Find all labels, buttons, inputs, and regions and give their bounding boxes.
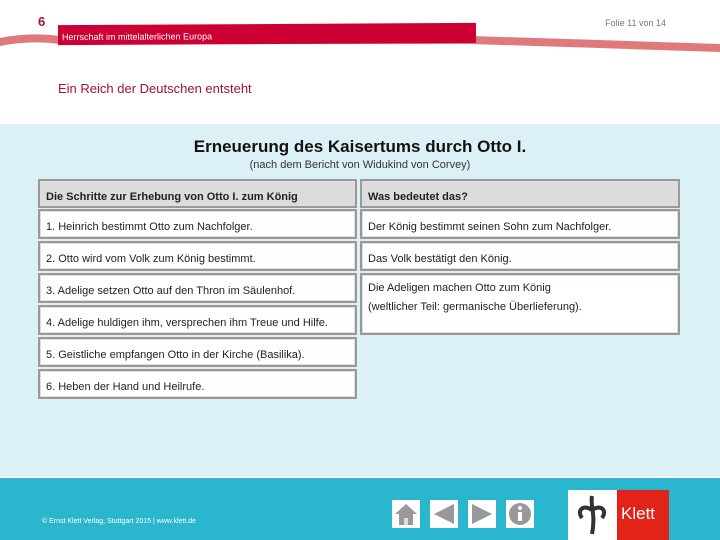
meaning-card[interactable]: Der König bestimmt seinen Sohn zum Nachfolger. (360, 209, 680, 239)
slide-subtitle: (nach dem Bericht von Widukind von Corvey) (249, 159, 471, 171)
meaning-line: Die Adeligen machen Otto zum König (368, 282, 551, 294)
info-button[interactable] (506, 500, 534, 528)
next-icon (470, 502, 494, 526)
slide-title: Erneuerung des Kaisertums durch Otto I. (193, 137, 527, 156)
step-card[interactable]: 2. Otto wird vom Volk zum König bestimmt. (38, 241, 357, 271)
klett-logo (568, 490, 669, 540)
next-button[interactable] (468, 500, 496, 528)
slide-counter: Folie 11 von 14 (605, 18, 666, 28)
meaning-header: Was bedeutet das? (360, 179, 680, 208)
section-title: Ein Reich der Deutschen entsteht (58, 81, 252, 96)
meaning-line: (weltlicher Teil: germanische Überlieferung). (368, 301, 582, 313)
home-icon (394, 502, 418, 526)
step-card[interactable]: 5. Geistliche empfangen Otto in der Kirche (Basilika). (38, 337, 357, 367)
home-button[interactable] (392, 500, 420, 528)
previous-icon (432, 502, 456, 526)
step-card[interactable]: 3. Adelige setzen Otto auf den Thron im Säulenhof. (38, 273, 357, 303)
chapter-number: 6 (38, 14, 46, 29)
meaning-card[interactable]: Das Volk bestätigt den König. (360, 241, 680, 271)
step-card[interactable]: 6. Heben der Hand und Heilrufe. (38, 369, 357, 399)
step-card[interactable]: 1. Heinrich bestimmt Otto zum Nachfolger. (38, 209, 357, 239)
copyright: © Ernst Klett Verlag, Stuttgart 2015 | www.klett.de (42, 518, 197, 525)
step-card[interactable]: 4. Adelige huldigen ihm, versprechen ihm Treue und Hilfe. (38, 305, 357, 335)
steps-header: Die Schritte zur Erhebung von Otto I. zum König (38, 179, 357, 208)
previous-button[interactable] (430, 500, 458, 528)
meaning-card[interactable] (360, 273, 680, 335)
topic-banner: Herrschaft im mittelalterlichen Europa (58, 23, 476, 45)
klett-emblem-icon (568, 490, 616, 540)
info-icon (508, 502, 532, 526)
klett-wordmark: Klett (617, 490, 669, 540)
